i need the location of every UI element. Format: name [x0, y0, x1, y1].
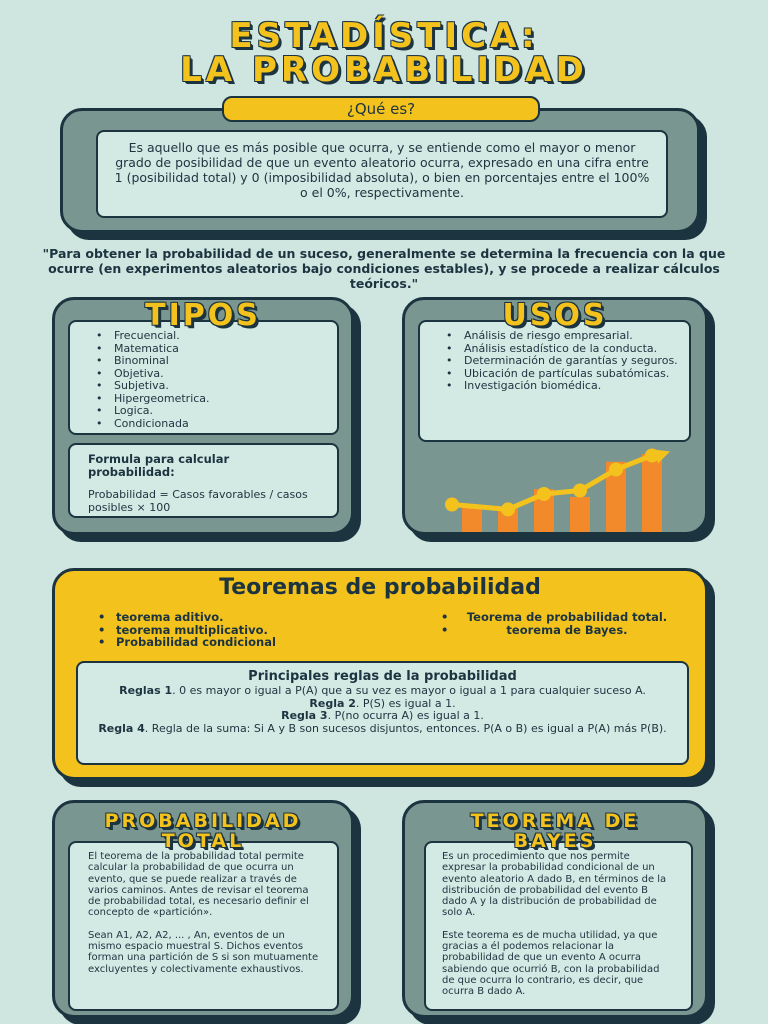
usos-item: • Análisis estadístico de la conducta.	[440, 343, 681, 356]
bayes-p2: Este teorema es de mucha utilidad, ya que gracias a él podemos relacionar la probabilidad de que un evento A ocurra sabiendo que ocurrió B, con la probabilidad de que ocurra lo contrario, es decir, que ocurra B dado A.	[442, 929, 660, 998]
usos-item: • Ubicación de partículas subatómicas.	[440, 368, 681, 381]
que-es-label: ¿Qué es?	[222, 96, 540, 122]
bayes-box	[424, 841, 693, 1011]
teoremas-heading: Teoremas de probabilidad	[219, 575, 541, 600]
usos-item: • Determinación de garantías y seguros.	[440, 355, 681, 368]
reglas-box	[76, 661, 689, 765]
teorema-item: • Teorema de probabilidad total.	[435, 611, 675, 624]
tipos-item: • Subjetiva.	[90, 380, 329, 393]
prob-total-p2: Sean A1, A2, A2, ... , An, eventos de un mismo espacio muestral S. Dichos eventos forman una partición de S si son mutuamente excluyentes y colectivamente exhaustivos.	[88, 929, 319, 975]
tipos-list-box	[68, 320, 339, 435]
formula-box	[68, 443, 339, 518]
tipos-item: • Matematica	[90, 343, 329, 356]
que-es-text-box	[96, 130, 668, 218]
title-line-1: ESTADÍSTICA:	[229, 16, 539, 56]
tipos-item: • Frecuencial.	[90, 330, 329, 343]
bayes-heading-2: BAYES	[513, 830, 597, 852]
quote-text: "Para obtener la probabilidad de un suceso, generalmente se determina la frecuencia con la que ocurre (en experimentos aleatorios bajo condiciones estables), y se procede a realizar cálculos teóricos."	[42, 246, 726, 291]
tipos-item: • Logica.	[90, 405, 329, 418]
chart-bar	[642, 454, 662, 532]
usos-item: • Investigación biomédica.	[440, 380, 681, 393]
bayes-p1: Es un procedimiento que nos permite expresar la probabilidad condicional de un evento aleatorio A dado B, en términos de la distribución de probabilidad del evento B dado A y la distribución de probabilidad de solo A.	[442, 851, 667, 919]
regla-label: Reglas 1	[119, 684, 173, 697]
chart-bar	[570, 497, 590, 532]
que-es-text: Es aquello que es más posible que ocurra, y se entiende como el mayor o menor grado de posibilidad de que un evento aleatorio ocurra, expresado en una cifra entre 1 (posibilidad total) y 0 (imposibilidad absoluta), o bien en porcentajes entre el 100% o el 0%, respectivamente.	[114, 140, 650, 200]
chart-point	[501, 502, 515, 516]
formula-title: Formula para calcular probabilidad:	[88, 452, 230, 479]
chart-point	[573, 484, 587, 498]
tipos-item: • Condicionada	[90, 418, 329, 431]
prob-total-heading-1: PROBABILIDAD	[104, 810, 302, 832]
chart-point	[445, 498, 459, 512]
prob-total-p1: El teorema de la probabilidad total permite calcular la probabilidad de que ocurra un evento, que se puede realizar a través de varios caminos. Antes de revisar el teorema de probabilidad total, es necesario definir el concepto de «partición».	[88, 851, 309, 919]
usos-list	[440, 330, 681, 393]
formula-text: Probabilidad = Casos favorables / casos posibles × 100	[88, 488, 308, 514]
reglas-title: Principales reglas de la probabilidad	[248, 669, 517, 684]
bayes-heading-1: TEOREMA DE	[470, 810, 640, 832]
bayes-heading	[402, 811, 708, 851]
regla-text: . P(no ocurra A) es igual a 1.	[327, 709, 484, 722]
usos-list-box	[418, 320, 691, 442]
tipos-heading: TIPOS	[145, 298, 261, 333]
regla-item	[92, 723, 673, 736]
regla-label: Regla 2	[309, 696, 356, 710]
tipos-item: • Objetiva.	[90, 368, 329, 381]
regla-label: Regla 4	[98, 721, 145, 735]
tipos-list	[90, 330, 329, 430]
regla-text: . P(S) es igual a 1.	[355, 696, 456, 710]
regla-label: Regla 3	[281, 709, 328, 722]
reglas-list	[92, 685, 673, 735]
regla-text: . 0 es mayor o igual a P(A) que a su vez es mayor o igual a 1 para cualquier suceso A.	[172, 684, 646, 697]
chart-point	[609, 463, 623, 477]
teorema-item: • teorema de Bayes.	[435, 624, 675, 637]
growth-chart-icon	[440, 448, 670, 536]
chart-point	[537, 487, 551, 501]
teorema-item: • Probabilidad condicional	[92, 636, 372, 649]
teoremas-left-list	[92, 611, 372, 649]
prob-total-heading	[52, 811, 354, 851]
usos-heading: USOS	[502, 298, 608, 333]
prob-total-heading-2: TOTAL	[161, 830, 245, 852]
teorema-item: • teorema aditivo.	[92, 611, 372, 624]
regla-text: . Regla de la suma: Si A y B son sucesos disjuntos, entonces. P(A o B) es igual a P(A) más P(B).	[144, 721, 667, 735]
title-line-2: LA PROBABILIDAD	[180, 50, 588, 90]
usos-item: • Análisis de riesgo empresarial.	[440, 330, 681, 343]
tipos-item: • Binominal	[90, 355, 329, 368]
teoremas-right-list	[435, 611, 675, 636]
tipos-item: • Hipergeometrica.	[90, 393, 329, 406]
teorema-item: • teorema multiplicativo.	[92, 624, 372, 637]
prob-total-box	[68, 841, 339, 1011]
